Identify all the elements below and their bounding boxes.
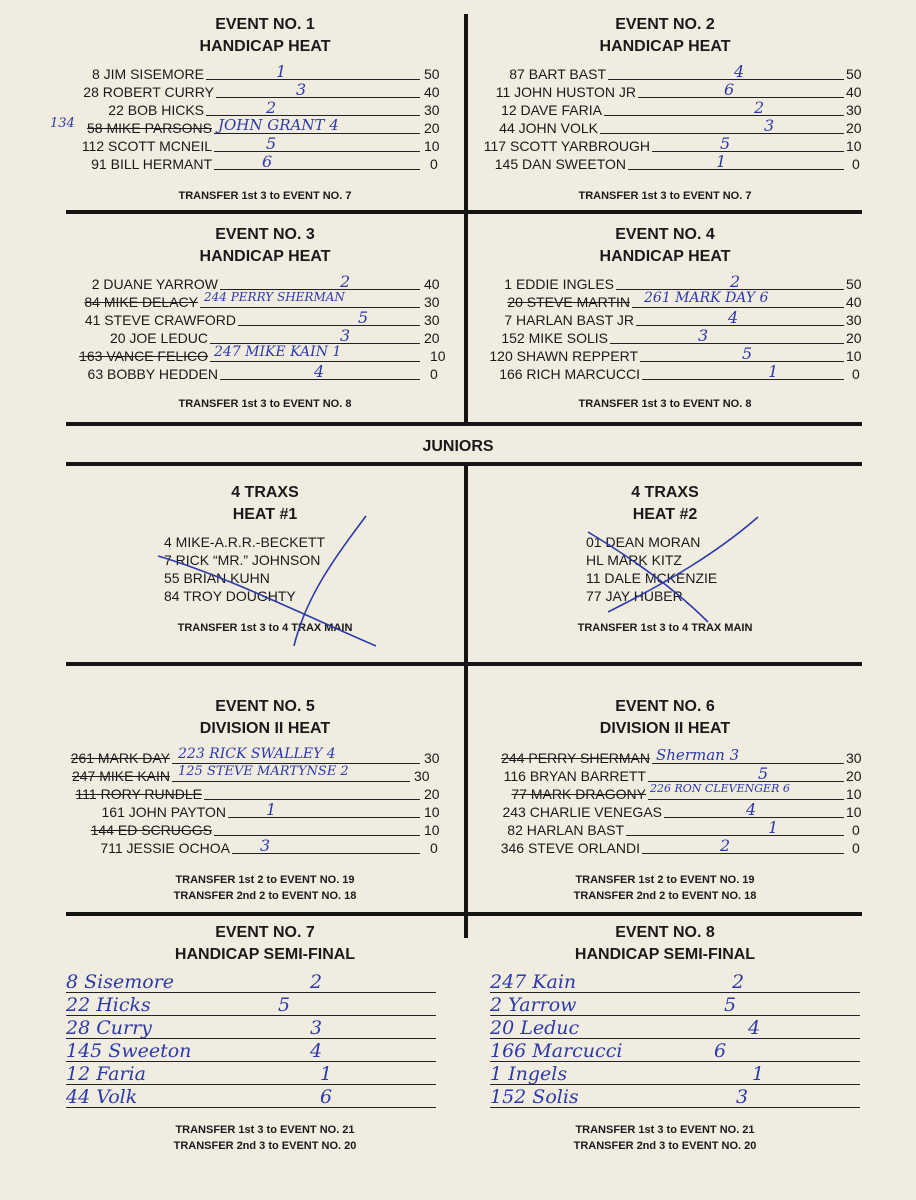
semi-final-row [66,1039,436,1062]
handwritten-entry: 152 Solis [490,1086,579,1108]
entry-points: 10 [424,822,440,838]
entry-row [468,80,862,102]
entry-row [468,344,862,366]
handwritten-replacement: 247 MIKE KAIN 1 [214,344,342,360]
entry-row [468,800,862,822]
handwritten-finish: 5 [358,308,369,327]
entry-row: 4 MIKE-A.R.R.-BECKETT [164,534,326,550]
handwritten-finish: 3 [310,1017,323,1039]
semi-final-row [490,1085,860,1108]
entry-points: 40 [846,294,862,310]
event-subtitle: HANDICAP HEAT [599,248,731,265]
entry-name: 11 JOHN HUSTON JR [495,84,636,100]
entry-row [66,786,464,804]
entry-points: 0 [852,366,860,382]
handwritten-finish: 6 [714,1040,727,1062]
event-title: EVENT NO. 8 [615,924,715,941]
semi-final-row [66,993,436,1016]
semi-final-row [490,970,860,993]
handwritten-finish: 1 [276,62,287,81]
event-subtitle: HEAT #2 [632,506,698,523]
handwritten-entry: 166 Marcucci [490,1040,623,1062]
handwritten-finish: 1 [752,1063,765,1085]
entry-name: 8 JIM SISEMORE [91,66,204,82]
transfer-note: TRANSFER 1st 3 to 4 TRAX MAIN [577,622,753,634]
entry-name: 711 JESSIE OCHOA [100,840,230,856]
handwritten-finish: 4 [728,308,739,327]
entry-row [468,98,862,120]
entry-row [66,800,464,822]
handwritten-finish: 5 [278,994,291,1016]
transfer-note: TRANSFER 2nd 2 to EVENT NO. 18 [173,890,357,902]
row-divider-4 [66,662,862,666]
entry-points: 10 [846,138,862,154]
handwritten-entry: 20 Leduc [490,1017,580,1039]
entry-points: 10 [424,804,440,820]
entry-name: 87 BART BAST [509,66,606,82]
entry-points: 50 [846,66,862,82]
juniors-heat-2 [468,482,862,636]
entry-row [66,80,464,102]
handwritten-finish: 1 [768,818,779,837]
event-subtitle: HANDICAP HEAT [199,38,331,55]
entry-name: 20 JOE LEDUC [109,330,208,346]
handwritten-finish: 1 [716,152,727,171]
event-title: 4 TRAXS [631,484,699,501]
entry-points: 0 [430,366,438,382]
semi-final-row [66,970,436,993]
entry-name: 63 BOBBY HEDDEN [87,366,218,382]
entry-name-scratched: 77 MARK DRAGONY [511,786,646,802]
handwritten-entry: 22 Hicks [66,994,151,1016]
handwritten-replacement: 244 PERRY SHERMAN [204,290,345,304]
entry-name: 12 DAVE FARIA [501,102,602,118]
entry-name: 91 BILL HERMANT [91,156,212,172]
entry-row [468,836,862,858]
event-subtitle: HEAT #1 [232,506,298,523]
handwritten-entry: 1 Ingels [490,1063,568,1085]
handwritten-finish: 5 [724,994,737,1016]
handwritten-entry: 28 Curry [66,1017,152,1039]
entry-name-scratched: 144 ED SCRUGGS [90,822,212,838]
event-1 [50,14,464,204]
semi-final-row [490,1016,860,1039]
entry-row: 11 DALE MCKENZIE [586,570,718,586]
entry-name: 82 HARLAN BAST [507,822,624,838]
event-subtitle: HANDICAP HEAT [199,248,331,265]
entry-row [66,152,464,174]
transfer-note: TRANSFER 2nd 3 to EVENT NO. 20 [173,1140,357,1152]
juniors-heading: JUNIORS [422,438,494,455]
handwritten-replacement: JOHN GRANT 4 [218,116,339,134]
entry-points: 30 [414,768,430,784]
entry-name-scratched: 58 MIKE PARSONS [86,120,212,136]
entry-points: 30 [424,750,440,766]
entry-points: 30 [424,294,440,310]
handwritten-finish: 3 [764,116,775,135]
entry-name-scratched: 163 VANCE FELICO [79,348,208,364]
event-subtitle: DIVISION II HEAT [599,720,731,737]
handwritten-finish: 1 [768,362,779,381]
entry-points: 50 [846,276,862,292]
row-divider-1 [66,210,862,214]
event-title: EVENT NO. 2 [615,16,715,33]
entry-row [50,116,464,138]
entry-points: 30 [846,312,862,328]
entry-name: 41 STEVE CRAWFORD [84,312,236,328]
entry-points: 20 [846,768,862,784]
event-title: EVENT NO. 1 [215,16,315,33]
semi-final-row [66,1016,436,1039]
entry-name: 161 JOHN PAYTON [101,804,226,820]
transfer-note: TRANSFER 1st 3 to EVENT NO. 8 [578,398,752,410]
handwritten-finish: 2 [310,971,323,993]
entry-points: 10 [430,348,446,364]
entry-row [66,836,464,858]
entry-row [468,326,862,348]
entry-row [468,62,862,84]
entry-points: 20 [424,786,440,802]
entry-row: HL MARK KITZ [586,552,682,568]
entry-row: 7 RICK “MR.” JOHNSON [164,552,321,568]
entry-name: 152 MIKE SOLIS [501,330,608,346]
row-divider-2 [66,422,862,426]
event-6 [468,696,862,904]
transfer-note: TRANSFER 1st 3 to EVENT NO. 7 [178,190,352,202]
handwritten-entry: 247 Kain [490,971,577,993]
entry-name: 145 DAN SWEETON [494,156,626,172]
handwritten-finish: 6 [262,152,273,171]
entry-row [468,818,862,840]
entry-name-scratched: 84 MIKE DELACY [84,294,198,310]
handwritten-replacement: Sherman 3 [656,746,740,764]
handwritten-finish: 6 [724,80,735,99]
transfer-note: TRANSFER 1st 2 to EVENT NO. 19 [175,874,355,886]
entry-points: 20 [424,330,440,346]
entry-row [66,308,464,330]
handwritten-entry: 12 Faria [66,1063,146,1085]
handwritten-finish: 5 [742,344,753,363]
event-7 [66,922,464,1154]
handwritten-finish: 3 [296,80,307,99]
handwritten-replacement: 226 RON CLEVENGER 6 [650,782,790,795]
entry-row [468,134,862,156]
entry-points: 10 [424,138,440,154]
entry-name: 44 JOHN VOLK [499,120,598,136]
entry-points: 10 [846,786,862,802]
entry-row [66,344,464,366]
entry-points: 30 [846,750,862,766]
handwritten-finish: 1 [320,1063,333,1085]
entry-points: 30 [846,102,862,118]
handwritten-finish: 4 [310,1040,323,1062]
handwritten-finish: 2 [340,272,351,291]
semi-final-row [66,1062,436,1085]
juniors-heat-1 [66,482,464,636]
handwritten-entry: 145 Sweeton [66,1040,192,1062]
entry-points: 40 [846,84,862,100]
entry-points: 50 [424,66,440,82]
entry-name-scratched: 247 MIKE KAIN [71,768,170,784]
event-subtitle: DIVISION II HEAT [199,720,331,737]
entry-points: 20 [846,330,862,346]
entry-row [468,362,862,384]
entry-points: 10 [846,348,862,364]
event-subtitle: HANDICAP HEAT [599,38,731,55]
entry-name: 1 EDDIE INGLES [504,276,614,292]
transfer-note: TRANSFER 1st 3 to 4 TRAX MAIN [177,622,353,634]
semi-final-row [490,1062,860,1085]
entry-row: 01 DEAN MORAN [586,534,701,550]
row-divider-5 [66,912,862,916]
transfer-note: TRANSFER 2nd 3 to EVENT NO. 20 [573,1140,757,1152]
semi-final-row [66,1085,436,1108]
handwritten-finish: 4 [314,362,325,381]
entry-points: 0 [852,840,860,856]
event-8 [468,922,862,1154]
transfer-note: TRANSFER 1st 3 to EVENT NO. 8 [178,398,352,410]
entry-name-scratched: 244 PERRY SHERMAN [501,750,650,766]
event-3 [66,224,464,412]
event-2 [468,14,862,204]
entry-name: 22 BOB HICKS [108,102,204,118]
handwritten-entry: 8 Sisemore [66,971,174,993]
entry-points: 20 [424,120,440,136]
transfer-note: TRANSFER 1st 2 to EVENT NO. 19 [575,874,755,886]
handwritten-finish: 2 [720,836,731,855]
entry-name: 2 DUANE YARROW [91,276,218,292]
handwritten-finish: 2 [754,98,765,117]
entry-name: 120 SHAWN REPPERT [489,348,638,364]
entry-points: 0 [852,822,860,838]
handwritten-finish: 3 [260,836,271,855]
event-title: EVENT NO. 6 [615,698,715,715]
entry-name: 166 RICH MARCUCCI [499,366,640,382]
event-5 [66,696,464,904]
transfer-note: TRANSFER 1st 3 to EVENT NO. 21 [175,1124,355,1136]
semi-final-row [490,1039,860,1062]
handwritten-replacement: 125 STEVE MARTYNSE 2 [178,764,349,779]
entry-points: 10 [846,804,862,820]
handwritten-entry: 2 Yarrow [490,994,577,1016]
handwritten-cross-out [558,502,798,632]
event-title: EVENT NO. 4 [615,226,715,243]
entry-name: 117 SCOTT YARBROUGH [483,138,650,154]
handwritten-replacement: 261 MARK DAY 6 [644,290,769,306]
handwritten-cross-out [106,496,406,656]
transfer-note: TRANSFER 1st 3 to EVENT NO. 21 [575,1124,755,1136]
entry-points: 40 [424,276,440,292]
handwritten-replacement: 223 RICK SWALLEY 4 [178,746,336,762]
handwritten-finish: 5 [266,134,277,153]
entry-name: 346 STEVE ORLANDI [500,840,640,856]
handwritten-finish: 4 [748,1017,761,1039]
handwritten-finish: 5 [720,134,731,153]
entry-row [468,308,862,330]
transfer-note: TRANSFER 1st 3 to EVENT NO. 7 [578,190,752,202]
entry-name: 112 SCOTT MCNEIL [81,138,212,154]
entry-name: 7 HARLAN BAST JR [504,312,634,328]
entry-points: 0 [852,156,860,172]
handwritten-finish: 2 [730,272,741,291]
event-title: EVENT NO. 3 [215,226,315,243]
transfer-note: TRANSFER 2nd 2 to EVENT NO. 18 [573,890,757,902]
semi-final-row [490,993,860,1016]
handwritten-finish: 3 [698,326,709,345]
handwritten-finish: 2 [266,98,277,117]
handwritten-finish: 1 [266,800,277,819]
event-subtitle: HANDICAP SEMI-FINAL [174,946,356,963]
handwritten-finish: 6 [320,1086,333,1108]
entry-row [66,362,464,384]
entry-row [468,782,862,804]
handwritten-car-number: 134 [50,116,75,131]
entry-name-scratched: 261 MARK DAY [70,750,170,766]
event-title: 4 TRAXS [231,484,299,501]
event-subtitle: HANDICAP SEMI-FINAL [574,946,756,963]
handwritten-finish: 2 [732,971,745,993]
entry-name: 116 BRYAN BARRETT [503,768,646,784]
handwritten-finish: 5 [758,764,769,783]
entry-row [66,290,464,312]
entry-points: 40 [424,84,440,100]
entry-name: 28 ROBERT CURRY [83,84,214,100]
handwritten-finish: 3 [340,326,351,345]
entry-row [468,290,862,312]
entry-row [468,152,862,174]
entry-row [468,746,862,768]
event-title: EVENT NO. 7 [215,924,315,941]
handwritten-finish: 3 [736,1086,749,1108]
entry-name: 243 CHARLIE VENEGAS [502,804,662,820]
entry-row [66,62,464,84]
handwritten-finish: 4 [746,800,757,819]
entry-row: 84 TROY DOUGHTY [164,588,296,604]
entry-points: 30 [424,102,440,118]
entry-points: 0 [430,156,438,172]
entry-row [468,116,862,138]
entry-points: 30 [424,312,440,328]
entry-points: 0 [430,840,438,856]
event-4 [468,224,862,412]
entry-row [66,764,464,786]
entry-name-scratched: 111 RORY RUNDLE [75,786,202,802]
entry-row: 77 JAY HUBER [586,588,683,604]
entry-points: 20 [846,120,862,136]
handwritten-finish: 4 [734,62,745,81]
entry-row: 55 BRIAN KUHN [164,570,270,586]
entry-name-scratched: 20 STEVE MARTIN [507,294,630,310]
event-title: EVENT NO. 5 [215,698,315,715]
handwritten-entry: 44 Volk [66,1086,138,1108]
